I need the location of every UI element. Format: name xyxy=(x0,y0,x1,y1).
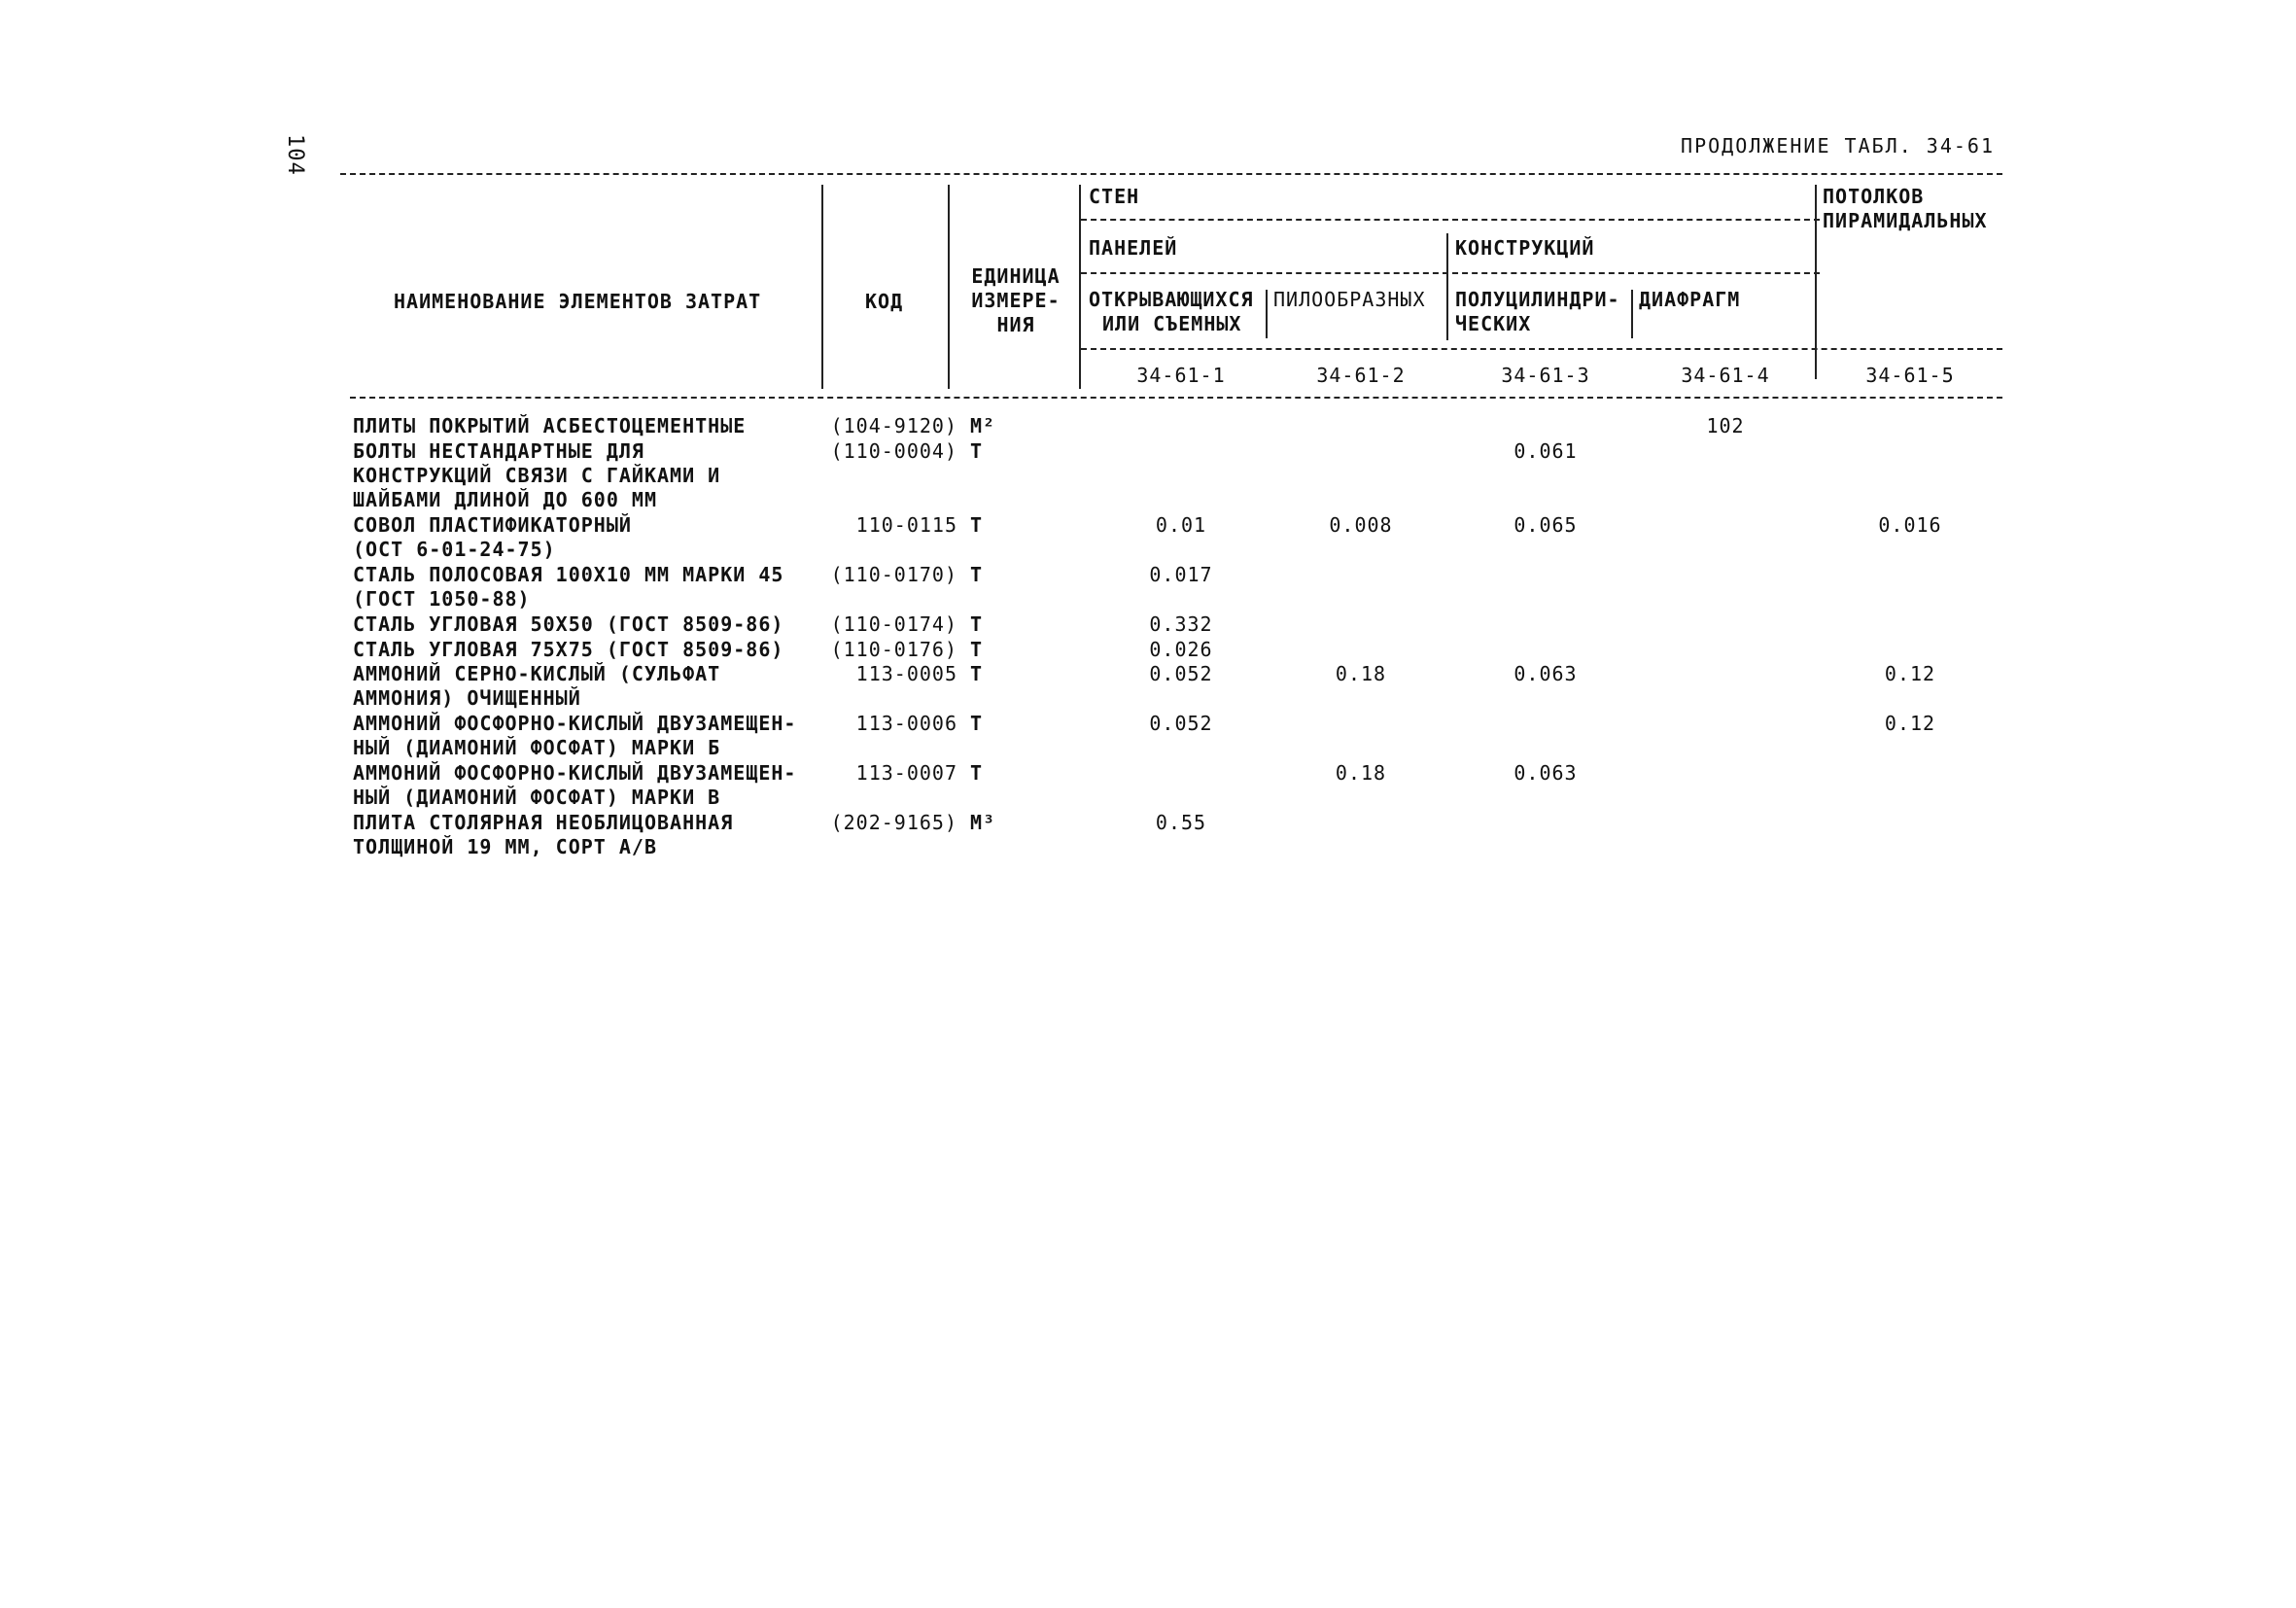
row-code: 113-0005 xyxy=(855,662,957,685)
codes-rule xyxy=(1081,348,2002,350)
row-name: АММОНИЙ ФОСФОРНО-КИСЛЫЙ ДВУЗАМЕЩЕН- НЫЙ (ДИАМОНИЙ ФОСФАТ) МАРКИ Б xyxy=(353,712,797,759)
row-unit: Т xyxy=(970,513,984,537)
row-value-4: 102 xyxy=(1706,414,1745,437)
header-bottom-rule xyxy=(350,397,2002,399)
divider-walls-ceilings xyxy=(1815,185,1817,379)
row-value-5: 0.016 xyxy=(1878,513,1942,537)
header-walls: СТЕН xyxy=(1089,185,1140,208)
panels-rule xyxy=(1081,272,1820,274)
row-value-5: 0.12 xyxy=(1884,712,1936,735)
divider-sub3 xyxy=(1631,290,1633,338)
divider-code-unit xyxy=(948,185,950,389)
header-name: НАИМЕНОВАНИЕ ЭЛЕМЕНТОВ ЗАТРАТ xyxy=(394,290,762,313)
header-ceilings-line2: ПИРАМИДАЛЬНЫХ xyxy=(1823,209,1988,232)
row-name: АММОНИЙ СЕРНО-КИСЛЫЙ (СУЛЬФАТ АММОНИЯ) ОЧИЩЕННЫЙ xyxy=(353,662,721,710)
row-value-1: 0.017 xyxy=(1149,563,1213,586)
row-value-2: 0.18 xyxy=(1335,761,1387,785)
header-top-rule xyxy=(340,173,2002,175)
column-code-3: 34-61-3 xyxy=(1501,364,1590,387)
row-name: ПЛИТЫ ПОКРЫТИЙ АСБЕСТОЦЕМЕНТНЫЕ xyxy=(353,414,747,437)
column-code-4: 34-61-4 xyxy=(1681,364,1770,387)
row-code: (110-0004) xyxy=(830,438,957,463)
header-constructions: КОНСТРУКЦИЙ xyxy=(1455,236,1595,260)
row-value-2: 0.008 xyxy=(1329,513,1393,537)
row-value-2: 0.18 xyxy=(1335,662,1387,685)
row-unit: Т xyxy=(970,637,984,661)
row-value-1: 0.052 xyxy=(1149,712,1213,735)
row-code: (110-0170) xyxy=(830,563,957,586)
row-name: СТАЛЬ ПОЛОСОВАЯ 100Х10 ММ МАРКИ 45 (ГОСТ 1050-88) xyxy=(353,563,784,611)
row-name: ПЛИТА СТОЛЯРНАЯ НЕОБЛИЦОВАННАЯ ТОЛЩИНОЙ 19 ММ, СОРТ А/В xyxy=(353,811,734,858)
header-panels: ПАНЕЛЕЙ xyxy=(1089,236,1178,260)
header-ceilings-line1: ПОТОЛКОВ xyxy=(1823,185,1925,208)
row-unit: Т xyxy=(970,761,984,785)
header-sub4: ДИАФРАГМ xyxy=(1639,288,1741,311)
row-value-3: 0.065 xyxy=(1513,513,1578,537)
row-value-1: 0.55 xyxy=(1155,811,1207,834)
header-unit xyxy=(957,264,1074,337)
column-code-5: 34-61-5 xyxy=(1865,364,1955,387)
row-value-1: 0.026 xyxy=(1149,637,1213,661)
header-sub3 xyxy=(1455,288,1620,336)
row-value-1: 0.052 xyxy=(1149,662,1213,685)
row-name: СОВОЛ ПЛАСТИФИКАТОРНЫЙ (ОСТ 6-01-24-75) xyxy=(353,513,632,561)
row-unit: М² xyxy=(970,414,996,437)
divider-unit-walls xyxy=(1079,185,1081,389)
header-unit-line2: ИЗМЕРЕ- xyxy=(971,289,1061,312)
row-value-3: 0.063 xyxy=(1513,761,1578,785)
row-name: БОЛТЫ НЕСТАНДАРТНЫЕ ДЛЯ КОНСТРУКЦИЙ СВЯЗИ С ГАЙКАМИ И ШАЙБАМИ ДЛИНОЙ ДО 600 ММ xyxy=(353,438,721,511)
row-code: 113-0006 xyxy=(855,712,957,735)
divider-sub1 xyxy=(1266,290,1268,338)
row-code: (202-9165) xyxy=(830,811,957,834)
row-value-5: 0.12 xyxy=(1884,662,1936,685)
header-unit-line3: НИЯ xyxy=(996,313,1035,336)
row-code: 113-0007 xyxy=(855,761,957,785)
row-code: 110-0115 xyxy=(855,513,957,537)
divider-name-code xyxy=(821,185,823,389)
row-name: АММОНИЙ ФОСФОРНО-КИСЛЫЙ ДВУЗАМЕЩЕН- НЫЙ (ДИАМОНИЙ ФОСФАТ) МАРКИ В xyxy=(353,761,797,809)
header-sub1-line2: ИЛИ СЪЕМНЫХ xyxy=(1102,312,1242,335)
row-code: (110-0174) xyxy=(830,612,957,636)
row-value-1: 0.332 xyxy=(1149,612,1213,636)
divider-sub2 xyxy=(1446,233,1448,340)
row-value-3: 0.061 xyxy=(1513,438,1578,463)
row-unit: М³ xyxy=(970,811,996,834)
header-sub1-line1: ОТКРЫВАЮЩИХСЯ xyxy=(1089,288,1254,311)
header-ceilings xyxy=(1823,185,1988,233)
walls-rule xyxy=(1081,219,1820,221)
header-unit-line1: ЕДИНИЦА xyxy=(971,264,1061,288)
table-caption: ПРОДОЛЖЕНИЕ ТАБЛ. 34-61 xyxy=(1681,134,1995,157)
header-sub2: ПИЛООБРАЗНЫХ xyxy=(1273,288,1426,311)
row-code: (104-9120) xyxy=(830,414,957,437)
row-unit: Т xyxy=(970,563,984,586)
header-sub1 xyxy=(1089,288,1254,336)
header-sub3-line2: ЧЕСКИХ xyxy=(1455,312,1532,335)
row-code: (110-0176) xyxy=(830,637,957,661)
page-number: 104 xyxy=(283,134,307,176)
row-name: СТАЛЬ УГЛОВАЯ 50Х50 (ГОСТ 8509-86) xyxy=(353,612,784,636)
row-unit: Т xyxy=(970,712,984,735)
row-unit: Т xyxy=(970,612,984,636)
row-unit: Т xyxy=(970,662,984,685)
column-code-1: 34-61-1 xyxy=(1136,364,1226,387)
row-value-1: 0.01 xyxy=(1155,513,1207,537)
header-code: КОД xyxy=(865,290,904,313)
row-name: СТАЛЬ УГЛОВАЯ 75Х75 (ГОСТ 8509-86) xyxy=(353,637,784,661)
column-code-2: 34-61-2 xyxy=(1316,364,1406,387)
row-unit: Т xyxy=(970,438,984,463)
row-value-3: 0.063 xyxy=(1513,662,1578,685)
header-sub3-line1: ПОЛУЦИЛИНДРИ- xyxy=(1455,288,1620,311)
